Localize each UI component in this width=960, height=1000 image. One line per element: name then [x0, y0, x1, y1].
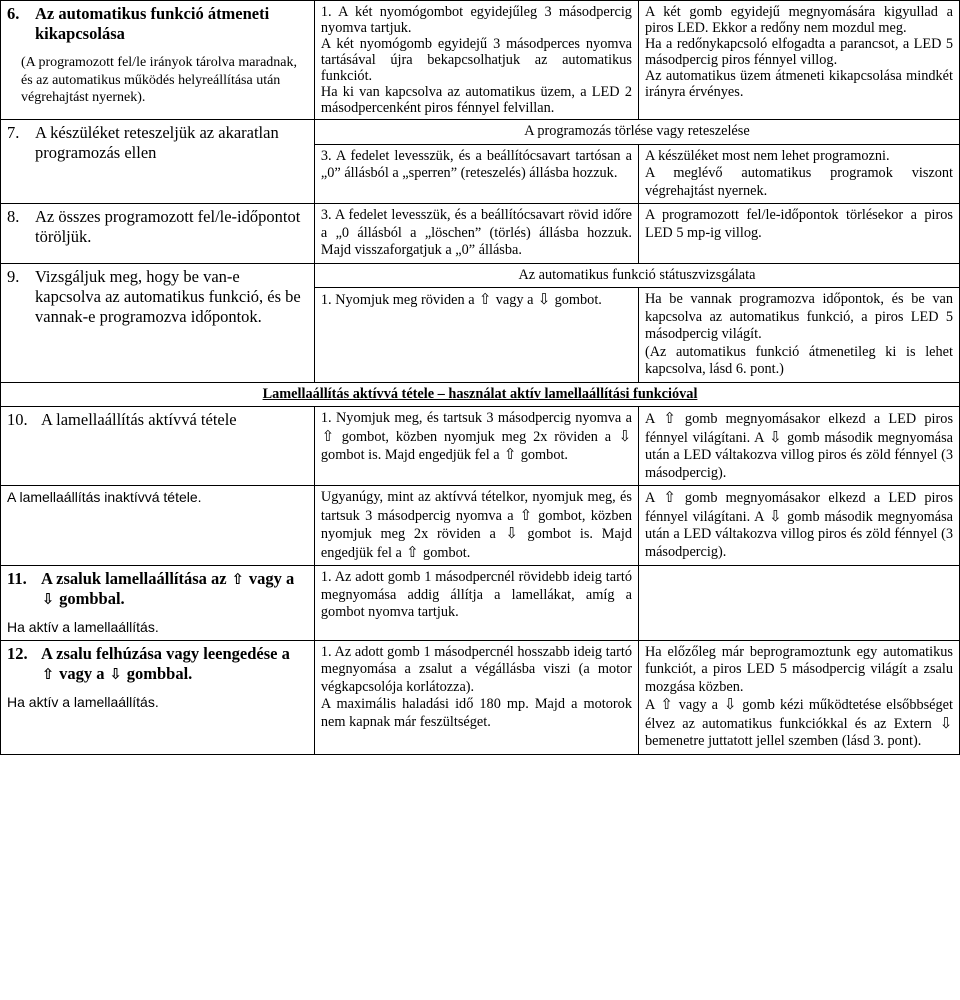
result-fragment: bemenetre juttatott jellel szemben (lásd 3. pont). [644, 733, 922, 749]
section-header-delete [314, 120, 959, 145]
step-number: 12. [7, 643, 28, 663]
section-header-text: Az automatikus funkció státuszvizsgálata [518, 266, 756, 283]
result-text: A két gomb egyidejű megnyomására kigyullad a piros LED. Ekkor a redőny nem mozdul meg. [644, 4, 953, 36]
step-10b-cell [1, 486, 315, 566]
up-arrow-icon: ⇧ [663, 488, 676, 506]
step-title: A lamellaállítás aktívvá tétele [41, 410, 237, 429]
action-text: 1. A két nyomógombot egyidejűleg 3 másodpercig nyomva tartjuk. [320, 4, 632, 36]
up-arrow-icon: ⇧ [41, 664, 55, 683]
step-8-heading [7, 207, 308, 247]
row-12 [1, 640, 960, 754]
down-arrow-icon: ⇩ [537, 290, 551, 308]
action-text: 1. Az adott gomb 1 másodpercnél rövidebb ideig tartó megnyomása addig állítja a lamellákat, amíg a gombot nyomva tartjuk. [320, 569, 632, 620]
up-arrow-icon: ⇧ [406, 542, 419, 561]
action-cell [314, 566, 638, 641]
action-cell [314, 204, 638, 264]
action-fragment: vagy a [495, 292, 534, 308]
step-title: Vizsgáljuk meg, hogy be van-e kapcsolva az automatikus funkció, és be vannak-e programozva időpontok. [35, 266, 301, 326]
step-title: Az összes programozott fel/le-időpontot töröljük. [35, 207, 301, 246]
result-text [645, 489, 953, 561]
row-9-header [1, 263, 960, 288]
action-cell [314, 407, 638, 486]
result-cell [638, 640, 959, 754]
step-8-cell [1, 204, 315, 264]
result-text: A programozott fel/le-időpontok törlésekor a piros LED 5 mp-ig villog. [644, 207, 953, 241]
row-10 [1, 407, 960, 486]
step-7-cell [1, 120, 315, 204]
title-fragment: gombbal. [126, 663, 193, 683]
result-fragment: gomb második megnyomása után a LED váltakozva villog piros és zöld fénnyel (3 másodpercig). [644, 508, 953, 560]
step-number: 6. [7, 4, 20, 23]
step-10-cell [1, 407, 315, 486]
action-text: 3. A fedelet levesszük, és a beállítócsavart tartósan a „0” állásból a „sperren” (reteszelés) állásba hozzuk. [320, 147, 632, 181]
step-12-cell [1, 640, 315, 754]
action-text: A két nyomógomb egyidejű 3 másodperces nyomva tartásával újra bekapcsolhatjuk az automatikus funkciót. [320, 36, 632, 84]
step-number: 11. [7, 569, 27, 588]
action-text: Ha ki van kapcsolva az automatikus üzem, a LED 2 másodpercenként piros fénnyel felvillan. [320, 84, 632, 116]
up-arrow-icon: ⇧ [231, 570, 245, 588]
step-12-heading [7, 644, 308, 684]
step-title: A készüléket reteszeljük az akaratlan programozás ellen [35, 123, 279, 162]
up-arrow-icon: ⇧ [519, 505, 533, 524]
title-fragment: A zsaluk lamellaállítása az [41, 569, 227, 588]
step-9-cell [1, 263, 315, 382]
result-cell [638, 288, 959, 383]
result-text: Ha előzőleg már beprogramoztunk egy automatikus funkciót, a piros LED 5 másodpercig világít a zsalu mozgása közben. [644, 643, 953, 695]
step-10-heading [7, 410, 308, 430]
row-8 [1, 204, 960, 264]
step-note: (A programozott fel/le irányok tárolva maradnak, és az automatikus működés helyreállítása után végrehajtást nyernek). [21, 55, 298, 105]
section-header-status [314, 263, 959, 288]
action-cell [314, 486, 638, 566]
down-arrow-icon: ⇩ [505, 524, 518, 542]
up-arrow-icon: ⇧ [478, 290, 492, 308]
down-arrow-icon: ⇩ [939, 713, 953, 732]
down-arrow-icon: ⇩ [109, 664, 122, 683]
action-cell [314, 640, 638, 754]
step-title [41, 644, 308, 684]
down-arrow-icon: ⇩ [41, 590, 55, 608]
result-cell [638, 1, 959, 120]
result-fragment: vagy a [678, 697, 719, 713]
down-arrow-icon: ⇩ [723, 695, 737, 713]
title-fragment: A zsalu felhúzása vagy leengedése a [41, 643, 290, 663]
result-text: (Az automatikus funkció átmenetileg ki is lehet kapcsolva, lásd 6. pont.) [644, 343, 953, 377]
result-fragment: A [644, 697, 655, 713]
step-title: Az automatikus funkció átmeneti kikapcsolása [35, 4, 270, 43]
section-header-lamella [1, 382, 960, 407]
row-6 [1, 1, 960, 120]
action-cell [314, 144, 638, 204]
step-note: Ha aktív a lamellaállítás. [7, 619, 159, 635]
up-arrow-icon: ⇧ [663, 409, 676, 427]
section-header-text: A programozás törlése vagy reteszelése [524, 123, 750, 139]
action-fragment: gombot. [423, 544, 471, 561]
result-fragment: gomb megnyomásakor elkezd a LED piros fénnyel világítani. A [644, 490, 954, 525]
result-fragment: gomb második megnyomása után a LED váltakozva villog piros és zöld fénnyel (3 másodpercig). [644, 429, 953, 481]
action-fragment: 1. Nyomjuk meg röviden a [320, 292, 475, 308]
action-fragment: gombot. [520, 447, 569, 463]
action-fragment: gombot, közben nyomjuk meg 2x röviden a [341, 428, 612, 445]
action-text [321, 410, 632, 465]
result-cell [638, 204, 959, 264]
result-text: A készüléket most nem lehet programozni. [644, 147, 890, 164]
result-fragment: A [644, 411, 655, 427]
action-fragment: gombot is. Majd engedjük fel a [320, 447, 500, 463]
action-cell [314, 288, 638, 383]
action-text [321, 291, 632, 310]
step-9-heading [7, 267, 308, 327]
step-11-cell [1, 566, 315, 641]
up-arrow-icon: ⇧ [321, 426, 335, 445]
step-number: 10. [7, 410, 28, 429]
result-fragment: A [644, 490, 655, 506]
result-cell [638, 566, 959, 641]
result-text [645, 696, 953, 751]
step-title [41, 569, 308, 609]
step-7-heading [7, 123, 308, 163]
action-fragment: gombot. [554, 292, 602, 308]
row-10b [1, 486, 960, 566]
section-header-text: Lamellaállítás aktívvá tétele – használat aktív lamellaállítási funkcióval [262, 385, 698, 402]
action-fragment: 1. Nyomjuk meg, és tartsuk 3 másodpercig nyomva a [320, 410, 632, 426]
title-fragment: vagy a [248, 569, 295, 588]
row-7-header [1, 120, 960, 145]
step-note: Ha aktív a lamellaállítás. [7, 693, 159, 710]
result-cell [638, 407, 959, 486]
up-arrow-icon: ⇧ [503, 445, 517, 463]
step-number: 7. [7, 123, 20, 142]
result-fragment: gomb kézi működtetése elsőbbséget élvez az automatikus funkciókkal és az Extern [644, 697, 953, 732]
action-fragment: Ugyanúgy, mint az aktívvá tételkor, nyomjuk meg, és tartsuk 3 másodpercig nyomva a [320, 489, 632, 524]
step-number: 9. [7, 266, 20, 286]
result-text: Ha be vannak programozva időpontok, és be van kapcsolva az automatikus funkció, a piros LED 5 másodpercig világít. [644, 291, 953, 342]
up-arrow-icon: ⇧ [660, 695, 673, 713]
step-11-heading [7, 569, 308, 609]
result-text: A meglévő automatikus programok viszont végrehajtást nyernek. [644, 165, 953, 199]
down-arrow-icon: ⇩ [618, 426, 632, 445]
down-arrow-icon: ⇩ [769, 427, 782, 446]
action-text [321, 489, 632, 562]
action-fragment: gombot, közben nyomjuk meg 2x röviden a [320, 507, 632, 542]
title-fragment: gombbal. [59, 589, 125, 608]
result-cell [638, 144, 959, 204]
action-text: 1. Az adott gomb 1 másodpercnél hosszabb ideig tartó megnyomása a zsalut a végállásba viszi (a motor végkapcsolója korlátozza). [320, 643, 632, 695]
step-title: A lamellaállítás inaktívvá tétele. [7, 489, 202, 505]
result-text [645, 410, 953, 482]
step-6-cell [1, 1, 315, 120]
action-text: A maximális haladási idő 180 mp. Majd a motorok nem kapnak már feszültséget. [320, 696, 632, 730]
result-cell [638, 486, 959, 566]
result-text: Ha a redőnykapcsoló elfogadta a parancsot, a LED 5 másodpercig piros fénnyel villog. [644, 36, 953, 68]
row-11 [1, 566, 960, 641]
action-cell [314, 1, 638, 120]
action-text: 3. A fedelet levesszük, és a beállítócsavart rövid időre a „0 állásból a „löschen” (törlés) állásba hozzuk. Majd visszaforgatjuk a „0” állásba. [320, 207, 632, 258]
row-lamella-header [1, 382, 960, 407]
step-6-heading [7, 4, 308, 44]
step-number: 8. [7, 207, 20, 226]
result-text: Az automatikus üzem átmeneti kikapcsolása mindkét irányra érvényes. [644, 68, 953, 100]
action-fragment: gombot is. Majd engedjük fel a [320, 526, 632, 561]
result-fragment: gomb megnyomásakor elkezd a LED piros fénnyel világítani. A [644, 411, 954, 446]
title-fragment: vagy a [59, 663, 105, 683]
down-arrow-icon: ⇩ [769, 506, 782, 525]
